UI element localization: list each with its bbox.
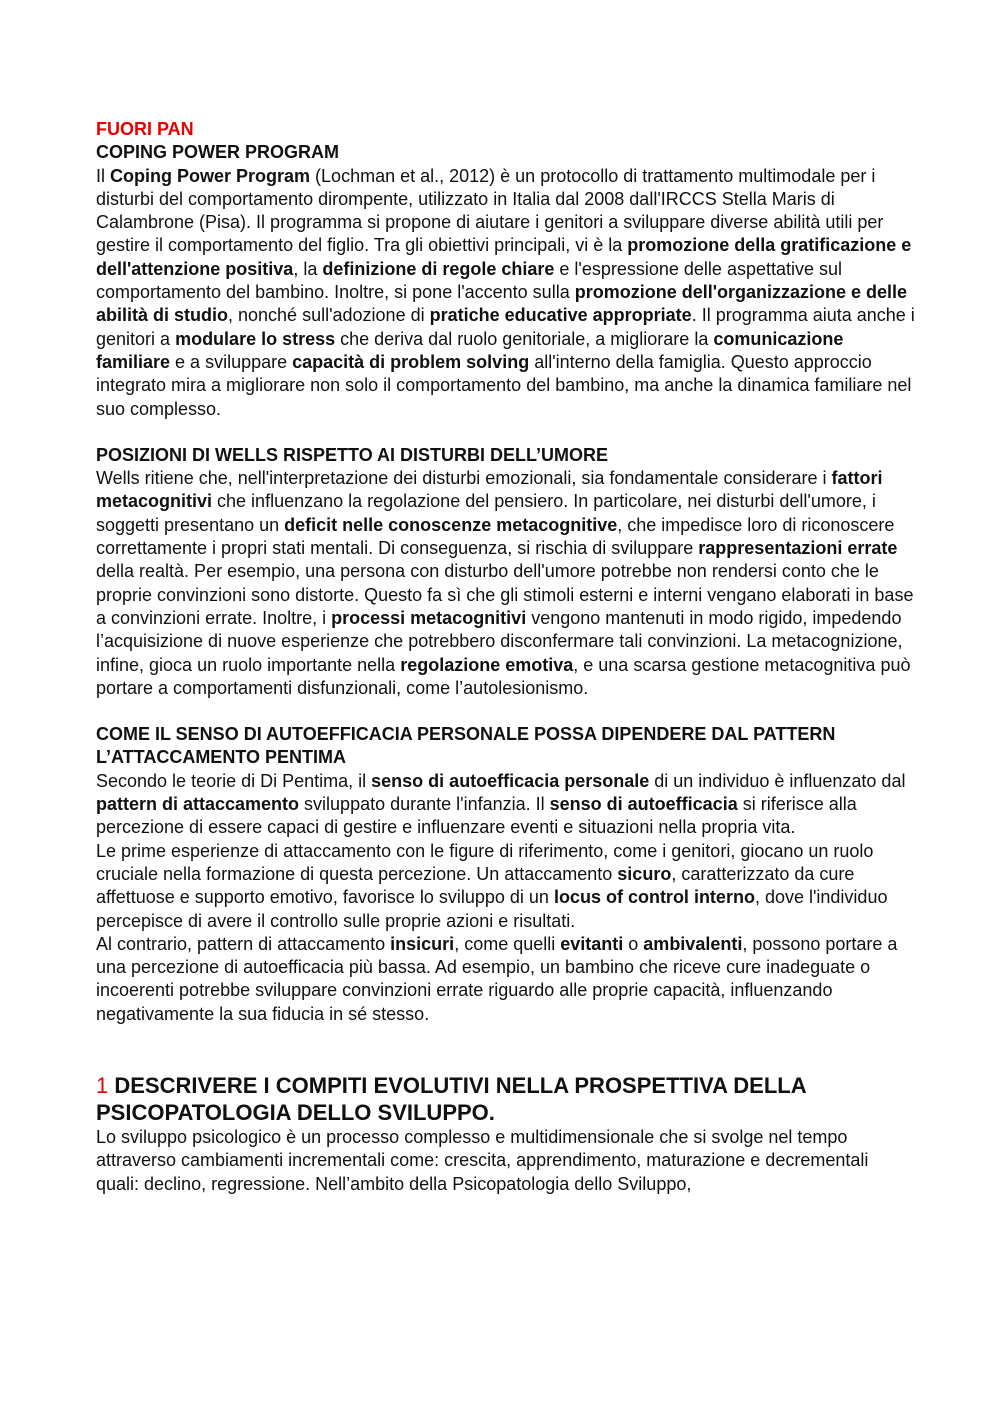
section-label: FUORI PAN [96,119,194,139]
heading-wells: POSIZIONI DI WELLS RISPETTO AI DISTURBI DELL’UMORE [96,444,609,465]
paragraph-compiti-evolutivi: Lo sviluppo psicologico è un processo complesso e multidimensionale che si svolge nel tempo attraverso cambiamenti incrementali come: crescita, apprendimento, maturazione e decrementali quali: declino, regressione. Nell’ambito della Psicopatologia dello Sviluppo, [96,1126,884,1194]
heading-autoefficacia: COME IL SENSO DI AUTOEFFICACIA PERSONALE POSSA DIPENDERE DAL PATTERN L’ATTACCAMENTO PENTIMA [96,724,836,768]
heading-compiti-evolutivi [96,1072,916,1126]
heading-compiti-text: DESCRIVERE I COMPITI EVOLUTIVI NELLA PROSPETTIVA DELLA PSICOPATOLOGIA DELLO SVILUPPO. [96,1072,806,1125]
paragraph-wells: Wells ritiene che, nell'interpretazione dei disturbi emozionali, sia fondamentale considerare i fattori metacognitivi che influenzano la regolazione del pensiero. In particolare, nei disturbi dell'umore, i soggetti presentano un deficit nelle conoscenze metacognitive, che impedisce loro di riconoscere correttamente i propri stati mentali. Di conseguenza, si rischia di sviluppare rappresentazioni errate della realtà. Per esempio, una persona con disturbo dell'umore potrebbe non rendersi conto che le proprie convinzioni sono distorte. Questo fa sì che gli stimoli esterni e interni vengano elaborati in base a convinzioni errate. Inoltre, i processi metacognitivi vengono mantenuti in modo rigido, impedendo l’acquisizione di nuove esperienze che potrebbero disconfermare tali convinzioni. La metacognizione, infine, gioca un ruolo importante nella regolazione emotiva, e una scarsa gestione metacognitiva può portare a comportamenti disfunzionali, come l’autolesionismo. [96,468,914,698]
paragraph-autoefficacia-3: Al contrario, pattern di attaccamento insicuri, come quelli evitanti o ambivalenti, possono portare a una percezione di autoefficacia più bassa. Ad esempio, un bambino che riceve cure inadeguate o incoerenti potrebbe sviluppare convinzioni errate riguardo alle proprie capacità, influenzando negativamente la sua fiducia in sé stesso. [96,933,898,1024]
paragraph-coping-power: Il Coping Power Program (Lochman et al., 2012) è un protocollo di trattamento multimodale per i disturbi del comportamento dirompente, utilizzato in Italia dal 2008 dall'IRCCS Stella Maris di Calambrone (Pisa). Il programma si propone di aiutare i genitori a sviluppare diverse abilità utili per gestire il comportamento del figlio. Tra gli obiettivi principali, vi è la promozione della gratificazione e dell'attenzione positiva, la definizione di regole chiare e l'espressione delle aspettative sul comportamento del bambino. Inoltre, si pone l'accento sulla promozione dell'organizzazione e delle abilità di studio, nonché sull'adozione di pratiche educative appropriate. Il programma aiuta anche i genitori a modulare lo stress che deriva dal ruolo genitoriale, a migliorare la comunicazione familiare e a sviluppare capacità di problem solving all'interno della famiglia. Questo approccio integrato mira a migliorare non solo il comportamento del bambino, ma anche la dinamica familiare nel suo complesso. [96,165,915,419]
paragraph-autoefficacia-2: Le prime esperienze di attaccamento con le figure di riferimento, come i genitori, giocano un ruolo cruciale nella formazione di questa percezione. Un attaccamento sicuro, caratterizzato da cure affettuose e supporto emotivo, favorisce lo sviluppo di un locus of control interno, dove l'individuo percepisce di avere il controllo sulle proprie azioni e risultati. [96,840,888,931]
paragraph-autoefficacia-1: Secondo le teorie di Di Pentima, il senso di autoefficacia personale di un individuo è influenzato dal pattern di attaccamento sviluppato durante l'infanzia. Il senso di autoefficacia si riferisce alla percezione di essere capaci di gestire e influenzare eventi e situazioni nella propria vita. [96,770,906,838]
heading-number: 1 [96,1072,109,1098]
document-page [96,118,916,1196]
heading-coping-power: COPING POWER PROGRAM [96,142,340,163]
